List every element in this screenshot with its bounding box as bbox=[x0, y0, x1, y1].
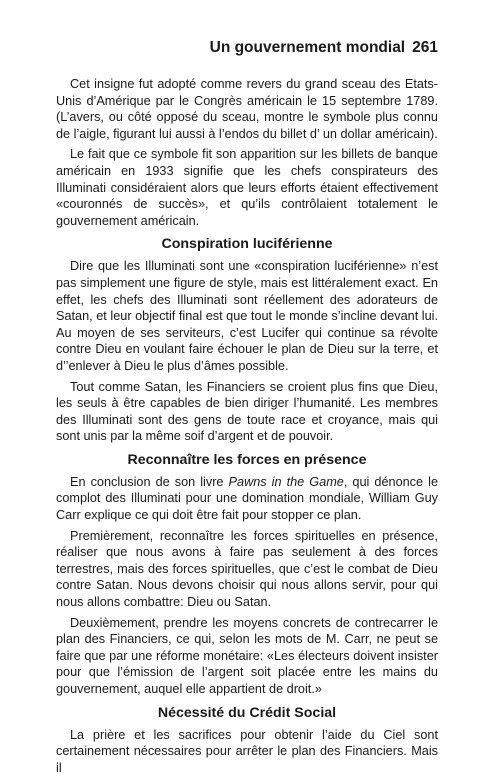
running-head bbox=[56, 38, 438, 58]
paragraph-first-step: Premièrement, reconnaître les forces spirituelles en présence, réaliser que nous avons à faire pas seulement à des forces terrestres, mais des forces spirituelles, que c’est le combat de Dieu contre Satan. Nous devons choisir qui nous allons servir, pour qui nous allons combattre: Dieu ou Satan. bbox=[56, 528, 438, 610]
section-heading-social-credit: Nécessité du Crédit Social bbox=[157, 704, 337, 721]
paragraph-text-start: En conclusion de son livre bbox=[70, 474, 229, 489]
paragraph-seal-reverse: Cet insigne fut adopté comme revers du grand sceau des Etats-Unis d’Amérique par le Congrès américain le 15 septembre 1789. (L’avers, ou côté opposé du sceau, montre le symbole plus connu de l’aigle, figurant lui aussi à l’endos du billet d’ un dollar américain). bbox=[56, 77, 438, 141]
paragraph-banknote-1933: Le fait que ce symbole fit son apparition sur les billets de banque américain en 1933 signifie que les chefs conspirateurs des Illuminati considéraient alors que leurs efforts étaient effectivement «couronnés de succès», et qu’ils contrôlaient totalement le gouvernement américain. bbox=[56, 147, 438, 228]
paragraph-luciferian-conspiracy: Dire que les Illuminati sont une «conspiration luciférienne» n’est pas simplement une figure de style, mais est littéralement exact. En effet, les chefs des Illuminati sont réellement des adorateurs de Satan, et leur objectif final est que tout le monde s’incline devant lui. Au moyen de ses serviteurs, c’est Lucifer qui continue sa révolte contre Dieu en voulant faire échouer le plan de Dieu sur la terre, et d’’enlever à Dieu le plus d’âmes possible. bbox=[56, 259, 438, 373]
book-title: Pawns in the Game bbox=[228, 474, 344, 489]
paragraph-financiers: Tout comme Satan, les Financiers se croient plus fins que Dieu, les seuls à être capables de bien diriger l’humanité. Les membres des Illuminati sont des gens de toute race et croyance, mais qui sont unis par la même soif d’argent et de pouvoir. bbox=[56, 379, 438, 444]
paragraph-text-end: , qui dénonce le complot des Illuminati pour une domination mondiale, William Guy Carr explique ce qui doit être fait pour stopper ce plan. bbox=[56, 474, 438, 523]
page-number: 261 bbox=[412, 39, 438, 56]
section-heading-luciferian-conspiracy: Conspiration luciférienne bbox=[161, 236, 333, 253]
book-page bbox=[56, 38, 438, 780]
paragraph-pawns-in-the-game bbox=[56, 474, 438, 524]
section-heading-recognize-forces: Reconnaître les forces en présence bbox=[127, 451, 367, 468]
paragraph-prayer-sacrifices: La prière et les sacrifices pour obtenir l’aide du Ciel sont certainement nécessaires pour arrêter le plan des Financiers. Mais il bbox=[56, 727, 438, 775]
paragraph-second-step: Deuxièmement, prendre les moyens concrets de contrecarrer le plan des Financiers, ce qui, selon les mots de M. Carr, ne peut se faire que par une réforme monétaire: «Les électeurs doivent insister pour que l’émission de l’argent soit placée entre les mains du gouvernement, auquel elle appartient de droit.» bbox=[56, 615, 438, 696]
chapter-title: Un gouvernement mondial bbox=[209, 39, 406, 56]
